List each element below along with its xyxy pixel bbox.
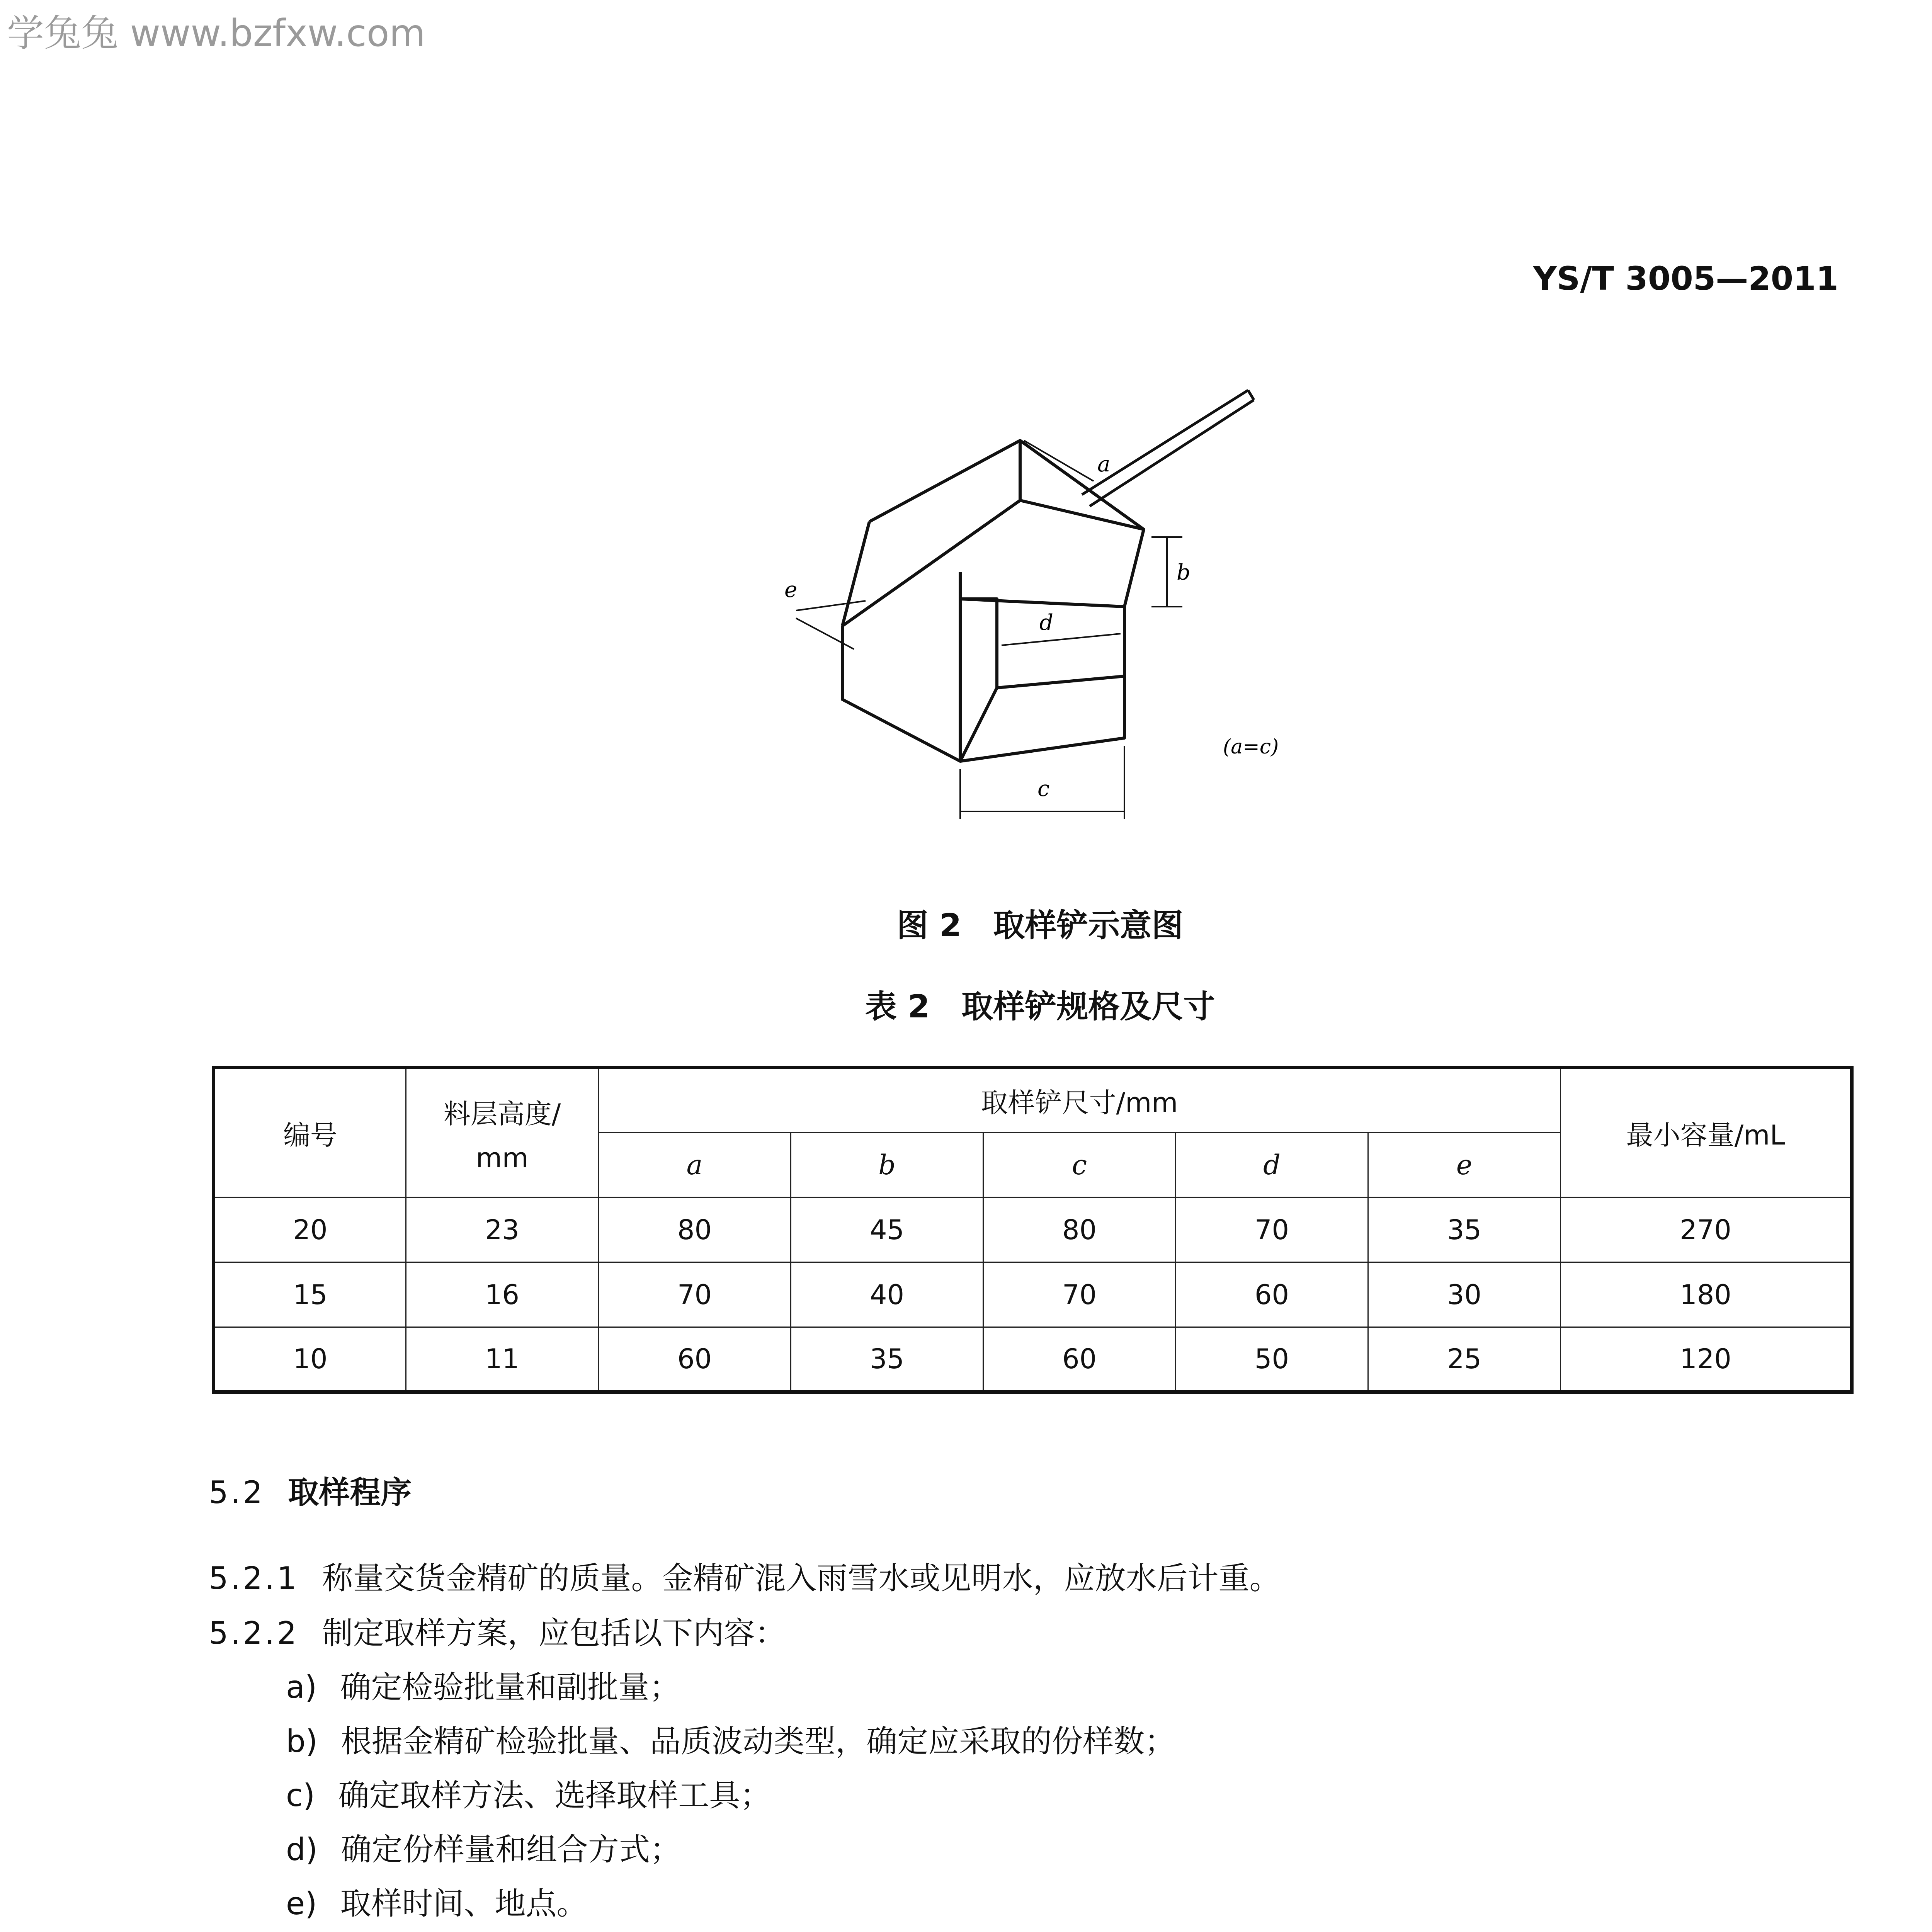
spec-table-container <box>212 1066 1854 1394</box>
table-caption: 表 2 取样铲规格及尺寸 <box>865 988 1215 1025</box>
item-marker: d) <box>286 1832 318 1867</box>
heading-label: 取样程序 <box>288 1475 412 1510</box>
header-min-capacity: 最小容量/mL <box>1561 1068 1852 1197</box>
table-cell: 70 <box>983 1262 1176 1327</box>
figure-caption: 图 2 取样铲示意图 <box>896 907 1184 944</box>
table-cell: 23 <box>406 1197 599 1262</box>
table-cell: 270 <box>1561 1197 1852 1262</box>
table-cell: 16 <box>406 1262 599 1327</box>
standard-code: YS/T 3005—2011 <box>1533 260 1838 298</box>
list-item <box>286 1879 587 1923</box>
header-number: 编号 <box>214 1068 406 1197</box>
table-cell: 70 <box>599 1262 791 1327</box>
section-heading <box>209 1468 412 1512</box>
table-cell: 180 <box>1561 1262 1852 1327</box>
table-cell: 80 <box>983 1197 1176 1262</box>
label-b: b <box>1177 560 1190 585</box>
item-text: 确定检验批量和副批量； <box>340 1669 680 1705</box>
table-cell: 45 <box>791 1197 983 1262</box>
scoop-handle <box>1082 390 1254 506</box>
scoop-diagram <box>765 383 1345 846</box>
list-item <box>286 1825 681 1869</box>
scoop-outline <box>842 440 1144 761</box>
item-text: 确定份样量和组合方式； <box>341 1832 681 1867</box>
table-cell: 35 <box>1368 1197 1561 1262</box>
table-cell: 60 <box>983 1327 1176 1392</box>
table-cell: 25 <box>1368 1327 1561 1392</box>
clause <box>209 1608 786 1653</box>
table-cell: 50 <box>1176 1327 1368 1392</box>
label-d: d <box>1039 610 1053 635</box>
table-cell: 40 <box>791 1262 983 1327</box>
table-cell: 60 <box>599 1327 791 1392</box>
table-row <box>214 1262 1852 1327</box>
label-note: (a=c) <box>1223 735 1279 759</box>
item-text: 根据金精矿检验批量、品质波动类型，确定应采取的份样数； <box>341 1723 1175 1759</box>
item-text: 确定取样方法、选择取样工具； <box>338 1777 771 1813</box>
label-c: c <box>1037 776 1050 801</box>
header-layer-height-line2: mm <box>476 1142 529 1174</box>
item-marker: e) <box>286 1886 317 1922</box>
item-marker: c) <box>286 1777 315 1813</box>
header-sub-d: d <box>1176 1133 1368 1197</box>
table-row <box>214 1197 1852 1262</box>
clause-text: 称量交货金精矿的质量。金精矿混入雨雪水或见明水，应放水后计重。 <box>322 1560 1281 1596</box>
clause-number: 5.2.2 <box>209 1615 299 1651</box>
list-item <box>286 1770 771 1815</box>
table-cell: 11 <box>406 1327 599 1392</box>
list-item <box>286 1662 680 1707</box>
item-marker: a) <box>286 1669 317 1705</box>
item-text: 取样时间、地点。 <box>340 1886 588 1922</box>
list-item <box>286 1716 1175 1761</box>
item-marker: b) <box>286 1723 318 1759</box>
header-sub-e: e <box>1368 1133 1561 1197</box>
header-sub-b: b <box>791 1133 983 1197</box>
label-e: e <box>784 577 798 602</box>
clause-number: 5.2 <box>209 1475 265 1510</box>
table-cell: 30 <box>1368 1262 1561 1327</box>
watermark: 学兔兔 www.bzfxw.com <box>7 12 425 55</box>
spec-table <box>212 1066 1854 1394</box>
table-cell: 60 <box>1176 1262 1368 1327</box>
header-dimensions: 取样铲尺寸/mm <box>599 1068 1561 1133</box>
table-cell: 70 <box>1176 1197 1368 1262</box>
table-cell: 35 <box>791 1327 983 1392</box>
header-sub-c: c <box>983 1133 1176 1197</box>
header-layer-height <box>406 1068 599 1197</box>
clause-text: 制定取样方案，应包括以下内容： <box>322 1615 786 1651</box>
label-a: a <box>1097 452 1111 477</box>
table-cell: 10 <box>214 1327 406 1392</box>
table-cell: 20 <box>214 1197 406 1262</box>
header-sub-a: a <box>599 1133 791 1197</box>
table-cell: 120 <box>1561 1327 1852 1392</box>
clause-number: 5.2.1 <box>209 1560 299 1596</box>
table-cell: 80 <box>599 1197 791 1262</box>
clause <box>209 1553 1281 1598</box>
table-row <box>214 1327 1852 1392</box>
header-layer-height-line1: 料层高度/ <box>443 1098 561 1130</box>
table-cell: 15 <box>214 1262 406 1327</box>
